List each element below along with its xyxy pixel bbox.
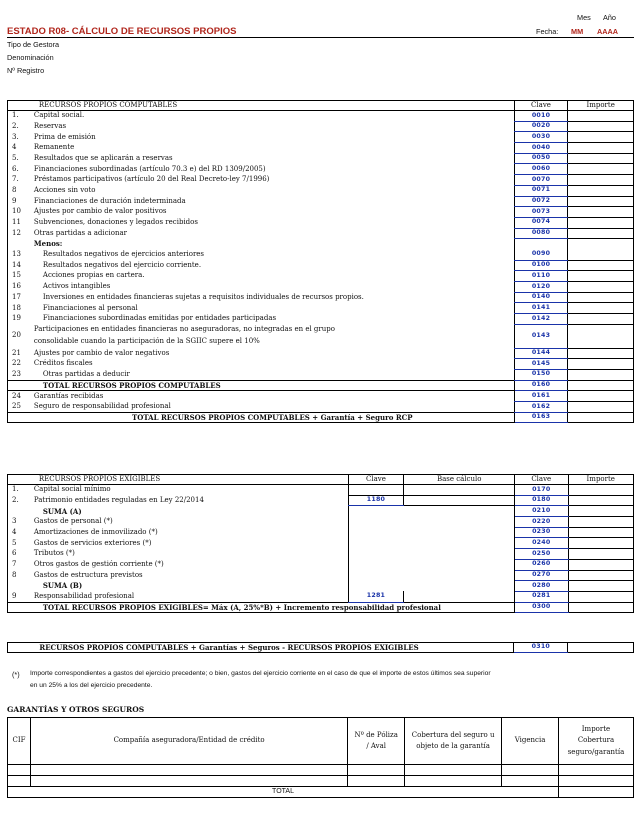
row-label: Responsabilidad profesional xyxy=(33,591,135,600)
row-code: 0071 xyxy=(514,185,568,196)
row-importe[interactable] xyxy=(568,348,634,359)
row-label: Gastos de servicios exteriores (*) xyxy=(33,538,152,547)
row-number: 25 xyxy=(8,401,31,412)
total-computables-label: TOTAL RECURSOS PROPIOS COMPUTABLES xyxy=(31,380,514,391)
row-importe[interactable] xyxy=(568,260,634,271)
cell-compania[interactable] xyxy=(30,776,347,787)
diferencia-code: 0310 xyxy=(514,643,568,653)
importe-header-2: Importe xyxy=(568,475,633,485)
garantias-total-label: TOTAL xyxy=(8,787,559,798)
exigibles-title: RECURSOS PROPIOS EXIGIBLES xyxy=(31,475,348,485)
col-vigencia: Vigencia xyxy=(502,718,559,765)
garantias-table xyxy=(7,717,634,798)
mes-value[interactable]: MM xyxy=(571,27,584,36)
row-importe xyxy=(568,239,634,250)
row-code: 0260 xyxy=(515,559,569,570)
importe-header: Importe xyxy=(568,101,634,111)
row-label: Otras partidas a adicionar xyxy=(33,228,128,237)
garantias-title: GARANTÍAS Y OTROS SEGUROS xyxy=(7,705,145,714)
row-code: 0162 xyxy=(514,401,568,412)
row-label: Amortizaciones de inmovilizado (*) xyxy=(33,527,158,536)
cell-vigencia[interactable] xyxy=(502,765,559,776)
row-code: 0180 xyxy=(515,495,569,506)
row-code: 0072 xyxy=(514,196,568,207)
computables-row xyxy=(8,228,634,239)
row-label: Resultados negativos del ejercicio corriente. xyxy=(42,260,202,269)
row-label: Reservas xyxy=(33,121,67,130)
computables-row xyxy=(8,175,634,186)
computables-row xyxy=(8,239,634,250)
page-title: ESTADO R08- CÁLCULO DE RECURSOS PROPIOS xyxy=(7,26,237,37)
base-calculo-header: Base cálculo xyxy=(404,475,515,485)
row-label: Acciones sin voto xyxy=(33,185,96,194)
col-importe xyxy=(559,718,634,765)
row-label: Financiaciones al personal xyxy=(42,303,138,312)
row-number: 24 xyxy=(8,391,31,402)
base-calculo-value[interactable] xyxy=(404,591,515,602)
col-poliza-1: Nº de Póliza xyxy=(354,730,398,739)
row-number: 5 xyxy=(8,538,31,549)
computables-row xyxy=(8,260,634,271)
row-importe[interactable] xyxy=(568,207,634,218)
row-importe[interactable] xyxy=(568,196,634,207)
cell-importe[interactable] xyxy=(559,765,634,776)
row-number: 20 xyxy=(8,324,31,348)
row-importe[interactable] xyxy=(568,153,634,164)
row-number: 11 xyxy=(8,217,31,228)
computables-row xyxy=(8,369,634,380)
row-number: 8 xyxy=(8,570,31,581)
exigibles-row xyxy=(8,527,634,538)
computables-row xyxy=(8,249,634,260)
base-calculo-empty xyxy=(404,485,515,496)
menos-label: Menos: xyxy=(33,239,63,249)
garantias-row xyxy=(8,765,634,776)
col-poliza-2: / Aval xyxy=(366,742,387,750)
row-label: Créditos fiscales xyxy=(33,359,93,368)
row-label: Seguro de responsabilidad profesional xyxy=(33,401,171,410)
computables-row xyxy=(8,303,634,314)
col-poliza xyxy=(348,718,405,765)
row-number: 3. xyxy=(8,132,31,143)
row-label: Financiaciones subordinadas emitidas por entidades participadas xyxy=(42,314,277,323)
row-code: 0281 xyxy=(515,591,569,602)
computables-table xyxy=(7,100,634,423)
col-cif: CIF xyxy=(8,718,31,765)
note-mark: (*) xyxy=(12,670,20,679)
field-tipo-gestora: Tipo de Gestora xyxy=(7,40,60,49)
suma-a-label: SUMA (A) xyxy=(42,506,82,516)
exigibles-row xyxy=(8,517,634,528)
row-importe[interactable] xyxy=(568,175,634,186)
clave-header: Clave xyxy=(514,101,568,111)
computables-row xyxy=(8,111,634,122)
diferencia-label: RECURSOS PROPIOS COMPUTABLES + Garantías + Seguros - RECURSOS PROPIOS EXIGIBLES xyxy=(29,643,514,653)
anio-label: Año xyxy=(603,13,616,22)
header-divider xyxy=(7,37,634,38)
row-label: Préstamos participativos (artículo 20 del Real Decreto-ley 7/1996) xyxy=(33,175,270,184)
row-code: 0142 xyxy=(514,314,568,325)
base-code-empty xyxy=(348,549,404,560)
suma-b-label: SUMA (B) xyxy=(42,581,83,591)
row-number: 13 xyxy=(8,249,31,260)
exigibles-table xyxy=(7,474,634,613)
row-code: 0220 xyxy=(515,517,569,528)
col-importe-2: Cobertura xyxy=(577,736,615,745)
row-number: 1. xyxy=(8,111,31,122)
row-number xyxy=(8,239,31,250)
note-line-1: Importe correspondientes a gastos del ejercicio precedente; o bien, gastos del ejercicio corriente en el caso de que el importe de estos últimos sea superior xyxy=(30,670,491,677)
row-importe[interactable] xyxy=(568,538,633,549)
col-importe-3: seguro/garantía xyxy=(567,747,625,756)
row-importe[interactable] xyxy=(568,401,634,412)
row-number xyxy=(8,412,31,423)
computables-row xyxy=(8,132,634,143)
row-number: 19 xyxy=(8,314,31,325)
col-compania: Compañía aseguradora/Entidad de crédito xyxy=(30,718,347,765)
cell-importe[interactable] xyxy=(559,776,634,787)
row-number: 15 xyxy=(8,271,31,282)
diferencia-importe[interactable] xyxy=(568,643,634,653)
row-label: Capital social. xyxy=(33,111,85,120)
row-number: 21 xyxy=(8,348,31,359)
row-number: 3 xyxy=(8,517,31,528)
computables-row xyxy=(8,324,634,348)
computables-row xyxy=(8,271,634,282)
row-number: 10 xyxy=(8,207,31,218)
row-number xyxy=(8,581,31,592)
row-code: 0110 xyxy=(514,271,568,282)
row-label: Subvenciones, donaciones y legados recibidos xyxy=(33,218,198,227)
row-number: 14 xyxy=(8,260,31,271)
row-importe[interactable] xyxy=(568,228,634,239)
row-code: 0070 xyxy=(514,175,568,186)
row-number: 9 xyxy=(8,196,31,207)
row-code: 0240 xyxy=(515,538,569,549)
row-code: 0230 xyxy=(515,527,569,538)
row-importe[interactable] xyxy=(568,380,634,391)
row-importe[interactable] xyxy=(568,549,633,560)
field-registro: Nº Registro xyxy=(7,66,45,75)
cell-poliza[interactable] xyxy=(348,765,405,776)
row-number: 9 xyxy=(8,591,31,602)
computables-row xyxy=(8,196,634,207)
row-code: 0074 xyxy=(514,217,568,228)
row-label: Ajustes por cambio de valor positivos xyxy=(33,207,167,216)
col-cobertura-2: objeto de la garantía xyxy=(416,742,490,750)
row-code: 0250 xyxy=(515,549,569,560)
row-code: 0145 xyxy=(514,359,568,370)
row-number: 5. xyxy=(8,153,31,164)
exigibles-row xyxy=(8,538,634,549)
exigibles-row xyxy=(8,559,634,570)
base-calculo-empty xyxy=(404,538,515,549)
row-number xyxy=(8,380,31,391)
exigibles-row xyxy=(8,485,634,496)
row-importe[interactable] xyxy=(568,282,634,293)
diferencia-table xyxy=(7,642,634,653)
row-code: 0100 xyxy=(514,260,568,271)
computables-row xyxy=(8,282,634,293)
row-number: 4 xyxy=(8,527,31,538)
clave-header-2: Clave xyxy=(515,475,569,485)
row-label: Gastos de personal (*) xyxy=(33,517,113,526)
computables-row xyxy=(8,292,634,303)
row-importe[interactable] xyxy=(568,559,633,570)
total-exigibles-row xyxy=(8,602,634,613)
row-label: Activos intangibles xyxy=(42,282,111,291)
base-code-empty xyxy=(348,581,404,592)
garantias-total-value[interactable] xyxy=(559,787,634,798)
row-importe[interactable] xyxy=(568,570,633,581)
row-importe[interactable] xyxy=(568,591,633,602)
row-code: 0170 xyxy=(515,485,569,496)
base-code-empty xyxy=(348,570,404,581)
row-importe[interactable] xyxy=(568,303,634,314)
exigibles-row xyxy=(8,549,634,560)
row-code: 0040 xyxy=(514,143,568,154)
row-number: 6. xyxy=(8,164,31,175)
row-number: 17 xyxy=(8,292,31,303)
total-computables-row xyxy=(8,380,634,391)
row-importe[interactable] xyxy=(568,527,633,538)
row-code: 0144 xyxy=(514,348,568,359)
row-label: Patrimonio entidades reguladas en Ley 22/2014 xyxy=(33,495,204,504)
row-importe[interactable] xyxy=(568,271,634,282)
total-exigibles-label: TOTAL RECURSOS PROPIOS EXIGIBLES= Máx (A, 25%*B) + Incremento responsabilidad profesional xyxy=(31,602,515,613)
computables-title: RECURSOS PROPIOS COMPUTABLES xyxy=(31,101,514,111)
row-code: 0161 xyxy=(514,391,568,402)
exigibles-row xyxy=(8,581,634,592)
base-code-empty xyxy=(348,538,404,549)
row-importe[interactable] xyxy=(568,391,634,402)
row-importe[interactable] xyxy=(568,132,634,143)
fecha-label: Fecha: xyxy=(536,27,559,36)
row-importe[interactable] xyxy=(568,185,634,196)
row-importe[interactable] xyxy=(568,111,634,122)
col-cobertura-1: Cobertura del seguro u xyxy=(411,730,495,739)
base-calculo-empty xyxy=(404,517,515,528)
row-code: 0143 xyxy=(514,324,568,348)
base-code: 1180 xyxy=(348,495,404,506)
row-code: 0120 xyxy=(514,282,568,293)
col-cobertura xyxy=(405,718,502,765)
row-label: Ajustes por cambio de valor negativos xyxy=(33,348,170,357)
row-number: 6 xyxy=(8,549,31,560)
row-code: 0141 xyxy=(514,303,568,314)
row-importe[interactable] xyxy=(568,292,634,303)
base-code-empty xyxy=(348,527,404,538)
row-code: 0030 xyxy=(514,132,568,143)
row-code: 0160 xyxy=(514,380,568,391)
field-denominacion: Denominación xyxy=(7,53,54,62)
row-number: 7. xyxy=(8,175,31,186)
computables-row xyxy=(8,164,634,175)
clave-base-header: Clave xyxy=(348,475,404,485)
computables-row xyxy=(8,207,634,218)
base-calculo-empty xyxy=(404,527,515,538)
row-label: Acciones propias en cartera. xyxy=(42,271,145,280)
base-calculo-empty xyxy=(404,559,515,570)
row-importe[interactable] xyxy=(568,359,634,370)
base-code: 1281 xyxy=(348,591,404,602)
row-number: 7 xyxy=(8,559,31,570)
computables-row xyxy=(8,143,634,154)
base-code-empty xyxy=(348,517,404,528)
row-number: 4 xyxy=(8,143,31,154)
cell-cobertura[interactable] xyxy=(405,776,502,787)
computables-row xyxy=(8,391,634,402)
computables-row xyxy=(8,348,634,359)
computables-row xyxy=(8,401,634,412)
exigibles-row xyxy=(8,570,634,581)
row-number: 12 xyxy=(8,228,31,239)
row-importe[interactable] xyxy=(568,121,634,132)
row-number: 18 xyxy=(8,303,31,314)
row-code: 0010 xyxy=(514,111,568,122)
row-code: 0163 xyxy=(514,412,568,423)
cell-vigencia[interactable] xyxy=(502,776,559,787)
cell-compania[interactable] xyxy=(30,765,347,776)
col-importe-1: Importe xyxy=(581,725,611,734)
exigibles-row xyxy=(8,591,634,602)
base-calculo-empty xyxy=(404,581,515,592)
cell-cobertura[interactable] xyxy=(405,765,502,776)
row-code: 0020 xyxy=(514,121,568,132)
mes-label: Mes xyxy=(577,13,591,22)
row-code: 0080 xyxy=(514,228,568,239)
base-calculo-empty xyxy=(404,549,515,560)
row-code: 0090 xyxy=(514,249,568,260)
computables-row xyxy=(8,359,634,370)
row-code: 0210 xyxy=(515,506,569,517)
computables-row xyxy=(8,153,634,164)
row-label: Otras partidas a deducir xyxy=(42,369,130,378)
row-importe[interactable] xyxy=(568,369,634,380)
computables-row xyxy=(8,217,634,228)
row-importe[interactable] xyxy=(568,143,634,154)
cell-cif[interactable] xyxy=(8,776,31,787)
row-label xyxy=(31,324,514,348)
row-label: Gastos de estructura previstos xyxy=(33,570,143,579)
exigibles-row xyxy=(8,495,634,506)
base-calculo-value[interactable] xyxy=(404,495,515,506)
row-label: Tributos (*) xyxy=(33,549,75,558)
row-importe[interactable] xyxy=(568,517,633,528)
row-label: Remanente xyxy=(33,143,75,152)
row-label: Financiaciones subordinadas (artículo 70.3 e) del RD 1309/2005) xyxy=(33,164,266,173)
base-calculo-empty xyxy=(404,570,515,581)
row-number: 2. xyxy=(8,495,31,506)
row-label: Otros gastos de gestión corriente (*) xyxy=(33,559,164,568)
row-label: Financiaciones de duración indeterminada xyxy=(33,196,186,205)
row-code: 0140 xyxy=(514,292,568,303)
grand-total-row xyxy=(8,412,634,423)
row-importe[interactable] xyxy=(568,249,634,260)
row-code: 0060 xyxy=(514,164,568,175)
total-exigibles-importe[interactable] xyxy=(568,602,633,613)
row-number: 23 xyxy=(8,369,31,380)
row-importe[interactable] xyxy=(568,164,634,175)
row-label: Garantías recibidas xyxy=(33,391,104,400)
row-label: Inversiones en entidades financieras sujetas a requisitos individuales de recursos propios. xyxy=(42,292,364,301)
base-code-empty xyxy=(348,485,404,496)
row-importe[interactable] xyxy=(568,412,634,423)
anio-value[interactable]: AAAA xyxy=(597,27,619,36)
total-exigibles-code: 0300 xyxy=(515,602,569,613)
exigibles-row xyxy=(8,506,634,517)
computables-row xyxy=(8,314,634,325)
base-code-empty xyxy=(348,559,404,570)
row-importe[interactable] xyxy=(568,217,634,228)
note-line-2: en un 25% a los del ejercicio precedente. xyxy=(30,682,153,689)
row-label: Prima de emisión xyxy=(33,132,96,141)
row-code: 0073 xyxy=(514,207,568,218)
row-code: 0270 xyxy=(515,570,569,581)
row-importe[interactable] xyxy=(568,485,633,496)
base-calculo-empty xyxy=(404,506,515,517)
row-number: 22 xyxy=(8,359,31,370)
cell-cif[interactable] xyxy=(8,765,31,776)
row-code: 0280 xyxy=(515,581,569,592)
computables-row xyxy=(8,121,634,132)
row-importe[interactable] xyxy=(568,495,633,506)
row-label: Capital social mínimo xyxy=(33,485,111,494)
row-code xyxy=(514,239,568,250)
row-label-line-2: consolidable cuando la participación de la SGIIC supere el 10% xyxy=(33,337,260,346)
row-label: Resultados que se aplicarán a reservas xyxy=(33,153,173,162)
row-number xyxy=(8,506,31,517)
row-code: 0150 xyxy=(514,369,568,380)
row-number: 1. xyxy=(8,485,31,496)
base-code-empty xyxy=(348,506,404,517)
grand-total-label: TOTAL RECURSOS PROPIOS COMPUTABLES + Garantía + Seguro RCP xyxy=(31,412,514,423)
garantias-row xyxy=(8,776,634,787)
row-number: 16 xyxy=(8,282,31,293)
computables-row xyxy=(8,185,634,196)
row-importe[interactable] xyxy=(568,324,634,348)
row-number: 8 xyxy=(8,185,31,196)
row-number: 2. xyxy=(8,121,31,132)
row-number xyxy=(8,602,31,613)
row-label: Resultados negativos de ejercicios anteriores xyxy=(42,250,205,259)
row-code: 0050 xyxy=(514,153,568,164)
cell-poliza[interactable] xyxy=(348,776,405,787)
row-label-line-1: Participaciones en entidades financieras no aseguradoras, no integradas en el grupo xyxy=(33,325,335,334)
row-importe[interactable] xyxy=(568,314,634,325)
row-importe[interactable] xyxy=(568,581,633,592)
row-importe[interactable] xyxy=(568,506,633,517)
